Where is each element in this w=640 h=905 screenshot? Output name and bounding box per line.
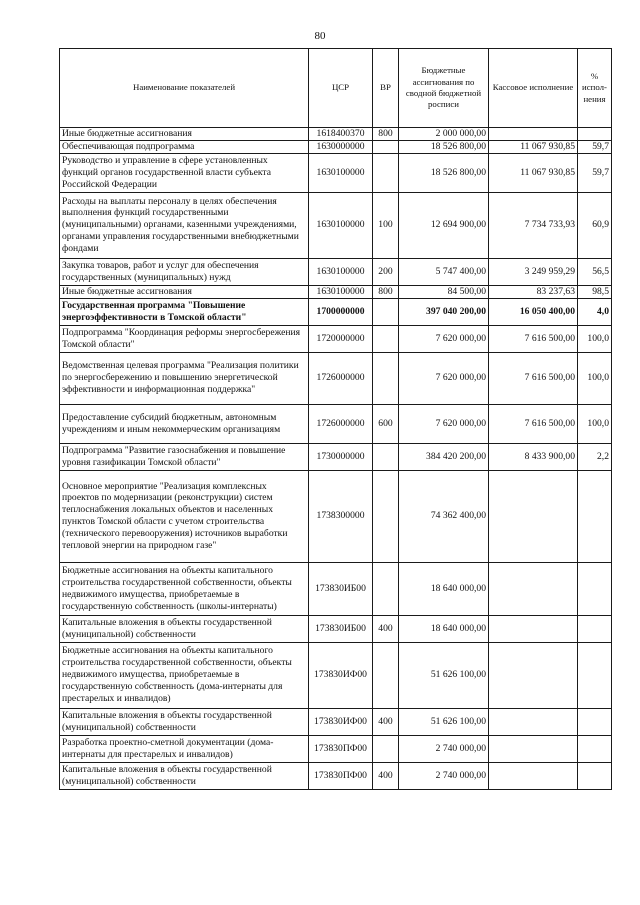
row-cash: 7 616 500,00 xyxy=(489,404,578,443)
row-vr xyxy=(373,562,399,615)
row-pct xyxy=(578,642,612,708)
table-row xyxy=(60,708,612,735)
row-vr: 200 xyxy=(373,258,399,285)
row-budget: 51 626 100,00 xyxy=(399,642,489,708)
table-row xyxy=(60,404,612,443)
row-budget: 7 620 000,00 xyxy=(399,325,489,352)
row-vr xyxy=(373,352,399,404)
row-name: Расходы на выплаты персоналу в целях обеспечения выполнения функций государственными (муниципальными) органами, казенными учреждениями, органами управления государственными внебюджетными фондами xyxy=(60,192,309,258)
row-pct: 4,0 xyxy=(578,298,612,325)
row-pct xyxy=(578,762,612,789)
row-cash: 83 237,63 xyxy=(489,285,578,298)
row-csr: 1726000000 xyxy=(309,404,373,443)
row-name: Капитальные вложения в объекты государственной (муниципальной) собственности xyxy=(60,615,309,642)
row-pct xyxy=(578,128,612,141)
row-budget: 384 420 200,00 xyxy=(399,443,489,470)
row-budget: 74 362 400,00 xyxy=(399,470,489,562)
row-vr: 400 xyxy=(373,762,399,789)
table-row xyxy=(60,762,612,789)
row-csr: 173830ПФ00 xyxy=(309,762,373,789)
row-name: Иные бюджетные ассигнования xyxy=(60,128,309,141)
header-csr: ЦСР xyxy=(309,49,373,128)
row-csr: 1738300000 xyxy=(309,470,373,562)
row-vr: 600 xyxy=(373,404,399,443)
row-csr: 1700000000 xyxy=(309,298,373,325)
row-pct: 56,5 xyxy=(578,258,612,285)
row-csr: 1726000000 xyxy=(309,352,373,404)
row-vr xyxy=(373,642,399,708)
row-budget: 18 526 800,00 xyxy=(399,140,489,153)
row-vr xyxy=(373,325,399,352)
row-vr: 800 xyxy=(373,285,399,298)
table-header-row xyxy=(60,49,612,128)
row-vr xyxy=(373,735,399,762)
row-vr xyxy=(373,153,399,192)
row-budget: 7 620 000,00 xyxy=(399,352,489,404)
row-name: Обеспечивающая подпрограмма xyxy=(60,140,309,153)
row-pct: 98,5 xyxy=(578,285,612,298)
row-name: Бюджетные ассигнования на объекты капитального строительства государственной собственности, объекты недвижимого имущества, приобретаемые в государственную собственность (школы-интернаты) xyxy=(60,562,309,615)
row-cash xyxy=(489,470,578,562)
row-vr xyxy=(373,443,399,470)
row-vr: 400 xyxy=(373,708,399,735)
row-budget: 7 620 000,00 xyxy=(399,404,489,443)
row-cash xyxy=(489,642,578,708)
row-pct xyxy=(578,470,612,562)
table-row xyxy=(60,285,612,298)
row-pct xyxy=(578,735,612,762)
row-csr: 173830ПФ00 xyxy=(309,735,373,762)
row-name: Разработка проектно-сметной документации (дома-интернаты для престарелых и инвалидов) xyxy=(60,735,309,762)
row-budget: 2 000 000,00 xyxy=(399,128,489,141)
row-csr: 1630100000 xyxy=(309,258,373,285)
row-csr: 1630100000 xyxy=(309,192,373,258)
table-row xyxy=(60,735,612,762)
row-name: Закупка товаров, работ и услуг для обеспечения государственных (муниципальных) нужд xyxy=(60,258,309,285)
table-row xyxy=(60,470,612,562)
row-vr: 400 xyxy=(373,615,399,642)
row-name: Ведомственная целевая программа "Реализация политики по энергосбережению и повышению энергетической эффективности и информационная поддержка" xyxy=(60,352,309,404)
row-csr: 1618400370 xyxy=(309,128,373,141)
table-row xyxy=(60,128,612,141)
header-name: Наименование показателей xyxy=(60,49,309,128)
row-name: Руководство и управление в сфере установленных функций органов государственной власти субъекта Российской Федерации xyxy=(60,153,309,192)
row-budget: 5 747 400,00 xyxy=(399,258,489,285)
row-csr: 1630000000 xyxy=(309,140,373,153)
row-name: Подпрограмма "Развитие газоснабжения и повышение уровня газификации Томской области" xyxy=(60,443,309,470)
row-csr: 1730000000 xyxy=(309,443,373,470)
row-budget: 18 526 800,00 xyxy=(399,153,489,192)
row-csr: 173830ИБ00 xyxy=(309,615,373,642)
row-budget: 84 500,00 xyxy=(399,285,489,298)
row-name: Государственная программа "Повышение энергоэффективности в Томской области" xyxy=(60,298,309,325)
table-row xyxy=(60,325,612,352)
header-vr: ВР xyxy=(373,49,399,128)
row-cash xyxy=(489,735,578,762)
row-name: Предоставление субсидий бюджетным, автономным учреждениям и иным некоммерческим организациям xyxy=(60,404,309,443)
row-cash: 7 734 733,93 xyxy=(489,192,578,258)
row-csr: 173830ИФ00 xyxy=(309,708,373,735)
header-pct: % испол-нения xyxy=(578,49,612,128)
row-budget: 51 626 100,00 xyxy=(399,708,489,735)
row-name: Основное мероприятие "Реализация комплексных проектов по модернизации (реконструкции) систем теплоснабжения локальных объектов и населенных пунктов Томской области с учетом строительства (технического перевооружения) источников выработки тепловой энергии на природном газе" xyxy=(60,470,309,562)
row-pct: 59,7 xyxy=(578,153,612,192)
row-cash xyxy=(489,708,578,735)
row-vr xyxy=(373,140,399,153)
row-pct: 2,2 xyxy=(578,443,612,470)
row-cash xyxy=(489,562,578,615)
row-pct xyxy=(578,708,612,735)
page-number: 80 xyxy=(314,30,326,42)
row-vr: 800 xyxy=(373,128,399,141)
table-body xyxy=(60,128,612,790)
row-cash: 11 067 930,85 xyxy=(489,140,578,153)
table-row xyxy=(60,140,612,153)
table-row xyxy=(60,192,612,258)
row-vr xyxy=(373,470,399,562)
budget-execution-table xyxy=(59,48,612,790)
table-row xyxy=(60,153,612,192)
header-cash: Кассовое исполнение xyxy=(489,49,578,128)
row-pct: 60,9 xyxy=(578,192,612,258)
table-row xyxy=(60,298,612,325)
table-row xyxy=(60,562,612,615)
table-row xyxy=(60,642,612,708)
row-cash: 11 067 930,85 xyxy=(489,153,578,192)
row-pct: 100,0 xyxy=(578,352,612,404)
row-pct: 100,0 xyxy=(578,325,612,352)
row-csr: 1630100000 xyxy=(309,285,373,298)
row-budget: 2 740 000,00 xyxy=(399,762,489,789)
row-cash: 7 616 500,00 xyxy=(489,325,578,352)
row-name: Иные бюджетные ассигнования xyxy=(60,285,309,298)
row-csr: 1720000000 xyxy=(309,325,373,352)
row-cash: 8 433 900,00 xyxy=(489,443,578,470)
row-name: Бюджетные ассигнования на объекты капитального строительства государственной собственности, объекты недвижимого имущества, приобретаемые в государственную собственность (дома-интернаты для престарелых и инвалидов) xyxy=(60,642,309,708)
row-csr: 173830ИБ00 xyxy=(309,562,373,615)
row-cash: 16 050 400,00 xyxy=(489,298,578,325)
table-row xyxy=(60,615,612,642)
row-csr: 173830ИФ00 xyxy=(309,642,373,708)
row-pct xyxy=(578,562,612,615)
row-vr: 100 xyxy=(373,192,399,258)
row-pct: 100,0 xyxy=(578,404,612,443)
row-name: Капитальные вложения в объекты государственной (муниципальной) собственности xyxy=(60,708,309,735)
table-row xyxy=(60,443,612,470)
row-budget: 18 640 000,00 xyxy=(399,615,489,642)
row-budget: 12 694 900,00 xyxy=(399,192,489,258)
row-cash: 7 616 500,00 xyxy=(489,352,578,404)
row-budget: 397 040 200,00 xyxy=(399,298,489,325)
row-name: Подпрограмма "Координация реформы энергосбережения Томской области" xyxy=(60,325,309,352)
row-pct xyxy=(578,615,612,642)
row-cash: 3 249 959,29 xyxy=(489,258,578,285)
row-budget: 18 640 000,00 xyxy=(399,562,489,615)
row-cash xyxy=(489,762,578,789)
row-csr: 1630100000 xyxy=(309,153,373,192)
header-budget: Бюджетные ассигнования по сводной бюджетной росписи xyxy=(399,49,489,128)
row-cash xyxy=(489,128,578,141)
row-cash xyxy=(489,615,578,642)
row-vr xyxy=(373,298,399,325)
table-row xyxy=(60,352,612,404)
row-budget: 2 740 000,00 xyxy=(399,735,489,762)
table-row xyxy=(60,258,612,285)
row-pct: 59,7 xyxy=(578,140,612,153)
row-name: Капитальные вложения в объекты государственной (муниципальной) собственности xyxy=(60,762,309,789)
